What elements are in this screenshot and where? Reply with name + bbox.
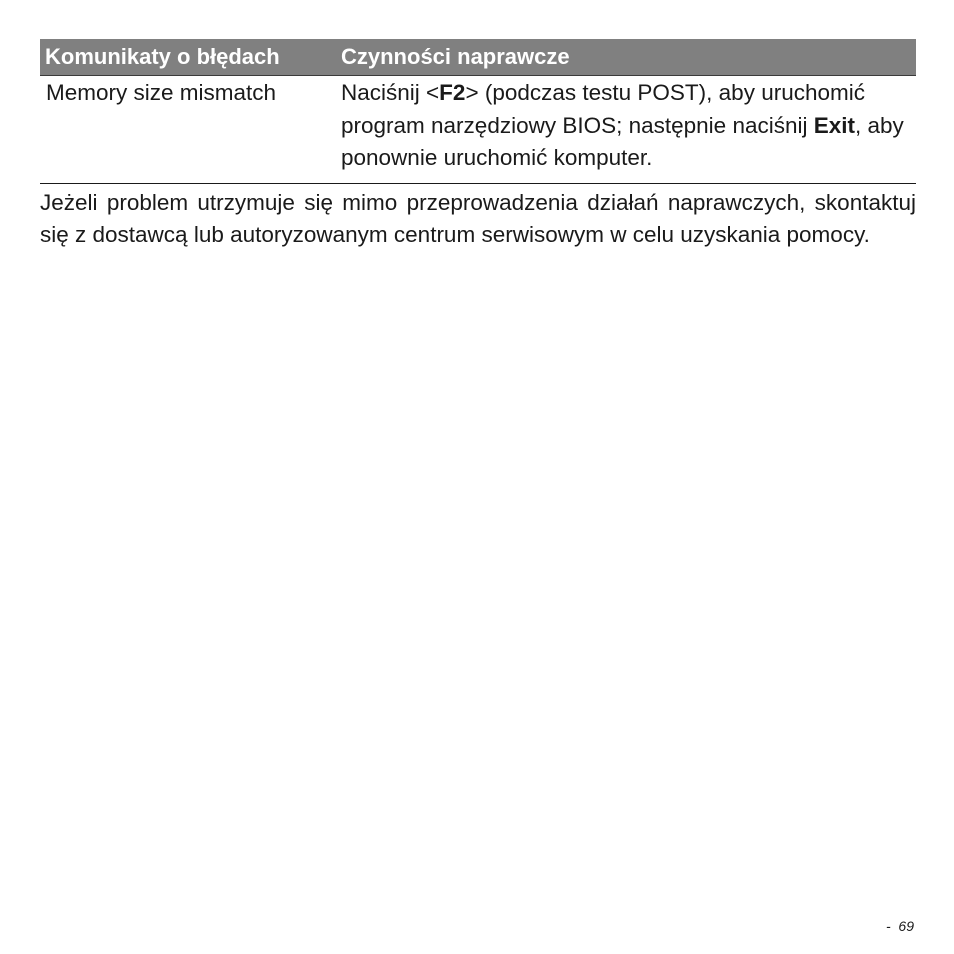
error-messages-table <box>40 39 916 184</box>
document-page <box>40 39 916 252</box>
key-name: F2 <box>439 80 466 105</box>
page-footer <box>886 918 914 934</box>
table-header-row <box>40 39 916 76</box>
column-header-error-messages: Komunikaty o błędach <box>40 39 337 76</box>
corrective-action-cell <box>337 76 916 184</box>
column-header-corrective-actions: Czynności naprawcze <box>337 39 916 76</box>
page-number: 69 <box>898 918 914 934</box>
error-message-cell: Memory size mismatch <box>40 76 337 184</box>
action-text: , aby ponownie uruchomić komputer. <box>341 112 904 170</box>
table-row <box>40 76 916 184</box>
button-name: Exit <box>813 112 855 138</box>
action-text: Naciśnij < <box>341 80 440 105</box>
action-text: > (podczas testu POST), aby uruchomić program narzędziowy BIOS; następnie naciśnij <box>341 80 865 138</box>
footer-separator: - <box>885 918 891 934</box>
support-note-paragraph: Jeżeli problem utrzymuje się mimo przeprowadzenia działań naprawczych, skontaktuj się z dostawcą lub autoryzowanym centrum serwisowym w celu uzyskania pomocy. <box>40 189 916 247</box>
